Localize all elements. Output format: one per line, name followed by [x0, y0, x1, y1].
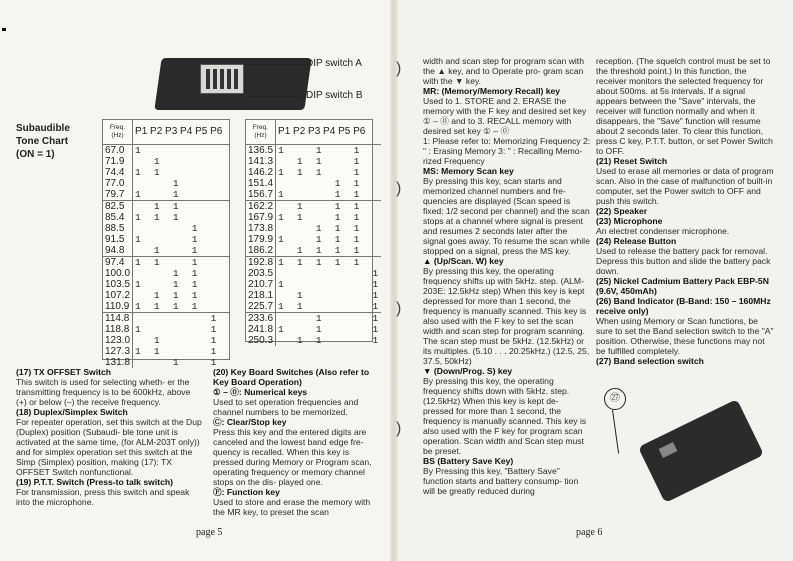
tone-frequency: 114.8	[103, 312, 133, 324]
tone-row	[246, 167, 381, 178]
tone-row	[103, 357, 229, 368]
tone-chart-title-line: (ON = 1)	[16, 149, 55, 160]
section-heading: (25) Nickel Cadmium Battery Pack EBP-5N (9.6V, 450mAh)	[596, 276, 769, 296]
tone-row	[103, 324, 229, 335]
tone-frequency: 167.9	[248, 211, 274, 223]
text-column-right-a	[423, 56, 591, 496]
tone-frequency: 67.0	[105, 144, 125, 156]
text-column-right-b	[596, 56, 776, 366]
tone-row	[103, 156, 229, 167]
tone-frequency: 173.8	[248, 222, 274, 234]
position-column-header: P1 P2 P3 P4 P5 P6	[276, 120, 381, 144]
tone-frequency: 156.7	[248, 188, 274, 200]
section-body: When using Memory or Scan functions, be sure to set the Band selection switch to the "A" position. Otherwise, these functions may not be fulfilled completely.	[596, 316, 774, 356]
dip-bit-pattern: 1 1 1	[276, 301, 381, 313]
dip-bit-pattern: 1 1 1 1	[276, 245, 381, 257]
tone-row	[103, 200, 229, 212]
tone-frequency: 250.3	[248, 334, 274, 346]
tone-frequency: 91.5	[105, 233, 125, 245]
tone-chart-title-line: Subaudible	[16, 123, 70, 134]
tone-row	[246, 268, 381, 279]
tone-row	[103, 301, 229, 313]
dip-bit-pattern: 1 1	[276, 279, 381, 290]
section-body: Press this key and the entered digits are canceled and the lowest band edge fre- quency is recalled. When this key is pressed during Memory or Program scan, operating frequency or memory channel stops on the dis- played one.	[213, 427, 372, 487]
dip-bit-pattern: 1 1 1	[133, 212, 229, 223]
section-body: 1: Please refer to: Memorizing Frequency 2: " : Erasing Memory 3: " : Recalling Memo- rized Frequency	[423, 136, 591, 166]
tone-frequency: 218.1	[248, 289, 274, 301]
position-column-header: P1 P2 P3 P4 P5 P6	[133, 120, 229, 144]
tone-row	[246, 189, 381, 201]
section-heading: Ⓕ: Function key	[213, 487, 280, 497]
tone-frequency: 79.7	[105, 188, 125, 200]
dip-b-leader	[244, 96, 302, 97]
dip-switch-b-label: DIP switch B	[306, 90, 363, 101]
tone-row	[246, 279, 381, 290]
dip-bit-pattern: 1 1 1 1	[276, 234, 381, 245]
tone-row	[246, 290, 381, 301]
tone-frequency: 203.5	[248, 267, 274, 279]
dip-bit-pattern: 1 1 1 1	[133, 301, 229, 313]
tone-row	[246, 312, 381, 324]
section-heading: (17) TX OFFSET Switch	[16, 367, 112, 377]
dip-bit-pattern: 1 1	[133, 167, 229, 178]
tone-frequency: 110.9	[105, 300, 130, 312]
freq-column-header: Freq. (Hz)	[246, 120, 276, 144]
section-body: An electret condenser microphone.	[596, 226, 730, 236]
binding-ring: )	[396, 300, 402, 317]
tone-chart-title-line: Tone Chart	[16, 136, 69, 147]
dip-bit-pattern: 1 1	[133, 245, 229, 257]
dip-bit-pattern: 1 1 1	[276, 156, 381, 167]
tone-chart-title	[16, 122, 96, 161]
dip-bit-pattern: 1 1	[133, 189, 229, 201]
tone-frequency: 233.6	[246, 312, 276, 324]
tone-row	[103, 346, 229, 357]
dip-bit-pattern: 1 1 1 1 1	[276, 256, 381, 268]
tone-table-right	[245, 119, 379, 346]
tone-row	[103, 290, 229, 301]
tone-row	[246, 335, 381, 346]
dip-bit-pattern: 1 1 1	[133, 346, 229, 357]
section-body: By pressing this key, the operating frequency shifts up with 5kHz. step. (ALM-203E: 12.5kHz step) When this key is kept depressed for more than 1 second, the frequency is manually scanned. This key is also used with the F key to set the scan width and scan step for program scanning. The scan step must be 5kHz. (12.5kHz) or its multiples. (5.10 . . . 20.25kHz.) (12.5, 25, 37.5, 50kHz)	[423, 266, 590, 366]
tone-frequency: 210.7	[248, 278, 274, 290]
tone-row	[246, 301, 381, 313]
section-body: By pressing this key, scan starts and memorized channel numbers and fre- quencies are displayed (Scan speed is fixed: 1/2 second per channel) and the scan stops at a channel where signal is present and resumes 2 seconds later after the signal goes away. To resume the scan while stopped on a signal, press the MS key.	[423, 176, 590, 256]
dip-bit-pattern: 1 1 1	[276, 223, 381, 234]
tone-row	[246, 234, 381, 245]
section-body: By pressing this key, the operating frequency shifts down with 5kHz. step. (12.5kHz) When this key is kept de- pressed for more than 1 second, the frequency is manually scanned. This key is also used with the F key for program scan operation. Scan width and Scan step must be preset.	[423, 376, 587, 456]
tone-row	[103, 279, 229, 290]
tone-frequency: 77.0	[105, 177, 125, 189]
dip-bit-pattern: 1 1	[276, 312, 381, 324]
text-column-left-a	[16, 367, 202, 507]
tone-row	[103, 234, 229, 245]
section-heading: MS: Memory Scan key	[423, 166, 514, 176]
section-heading: (27) Band selection switch	[596, 356, 704, 366]
page-number-right: page 6	[576, 527, 603, 538]
edge-mark	[2, 28, 6, 31]
dip-bit-pattern: 1 1 1	[276, 335, 381, 346]
tone-frequency: 186.2	[248, 244, 274, 256]
tone-row	[103, 189, 229, 201]
tone-frequency: 74.4	[105, 166, 125, 178]
tone-row	[246, 144, 381, 156]
section-heading: (26) Band Indicator (B-Band: 150 – 160MHz receive only)	[596, 296, 771, 316]
section-heading: (23) Microphone	[596, 216, 663, 226]
tone-row	[103, 144, 229, 156]
tone-row	[246, 212, 381, 223]
tone-frequency: 131.8	[105, 356, 131, 368]
dip-bit-pattern: 1 1 1	[276, 144, 381, 156]
tone-frequency: 162.2	[246, 200, 276, 212]
dip-bit-pattern: 1 1 1	[133, 256, 229, 268]
dip-bit-pattern: 1 1	[133, 268, 229, 279]
tone-frequency: 141.3	[248, 155, 274, 167]
dip-bit-pattern: 1 1 1	[276, 200, 381, 212]
binding-ring: )	[396, 60, 402, 77]
section-heading: ▲ (Up/Scan. W) key	[423, 256, 504, 266]
tone-frequency: 85.4	[105, 211, 125, 223]
page-number-left: page 5	[196, 527, 223, 538]
section-heading: (21) Reset Switch	[596, 156, 668, 166]
tone-row	[103, 268, 229, 279]
tone-row	[103, 312, 229, 324]
dip-bit-pattern: 1	[133, 312, 229, 324]
section-body: width and scan step for program scan with the ▲ key, and to Operate pro- gram scan with the ▼ key.	[423, 56, 584, 86]
section-heading: BS (Battery Save Key)	[423, 456, 514, 466]
tone-row	[103, 167, 229, 178]
section-heading: Ⓒ: Clear/Stop key	[213, 417, 287, 427]
tone-row	[246, 245, 381, 257]
section-body: For transmission, press this switch and speak into the microphone.	[16, 487, 190, 507]
dip-bit-pattern: 1	[276, 268, 381, 279]
section-body: Used to set operation frequencies and channel numbers to be memorized.	[213, 397, 359, 417]
section-heading: (19) P.T.T. Switch (Press-to talk switch)	[16, 477, 173, 487]
tone-row	[103, 245, 229, 257]
tone-frequency: 123.0	[105, 334, 131, 346]
tone-frequency: 107.2	[105, 289, 131, 301]
tone-frequency: 118.8	[105, 323, 130, 335]
tone-row	[103, 256, 229, 268]
tone-frequency: 82.5	[103, 200, 133, 212]
tone-row	[246, 200, 381, 212]
tone-row	[103, 212, 229, 223]
dip-bit-pattern: 1	[133, 144, 229, 156]
section-body: Used to 1. STORE and 2. ERASE the memory with the F key and desired set key ① – ⓪ and to 3. RECALL memory with desired set key ① – ⓪	[423, 96, 587, 136]
freq-column-header: Freq. (Hz)	[103, 120, 133, 144]
tone-frequency: 136.5	[248, 144, 274, 156]
tone-frequency: 151.4	[248, 177, 274, 189]
dip-bit-pattern: 1 1	[133, 335, 229, 346]
section-heading: (18) Duplex/Simplex Switch	[16, 407, 128, 417]
dip-bit-pattern: 1 1	[133, 357, 229, 368]
dip-bit-pattern: 1 1	[276, 178, 381, 189]
dip-a-leader	[244, 64, 306, 65]
dip-bit-pattern: 1 1	[133, 324, 229, 335]
dip-bit-pattern: 1 1	[133, 200, 229, 212]
tone-row	[246, 223, 381, 234]
dip-switch-a-label: DIP switch A	[306, 58, 362, 69]
tone-row	[103, 335, 229, 346]
section-body: Used to store and erase the memory with the MR key, to preset the scan	[213, 497, 371, 517]
tone-frequency: 179.9	[248, 233, 274, 245]
section-heading: (24) Release Button	[596, 236, 677, 246]
dip-bit-pattern: 1	[133, 223, 229, 234]
binding-ring: )	[396, 180, 402, 197]
dip-bit-pattern: 1 1 1	[133, 279, 229, 290]
tone-frequency: 225.7	[248, 300, 274, 312]
dip-switch-block	[200, 64, 244, 94]
dip-bit-pattern: 1	[133, 178, 229, 189]
tone-row	[246, 324, 381, 335]
section-body: reception. (The squelch control must be set to the threshold point.) In this function, the receiver monitors the selected frequency for about 500ms. at 5s intervals. If a signal appears between the "Save" intervals, the receiver will function normally and when it disappears, the "Save" function will resume about 2 seconds later. To clear this function, press C key, P.T.T. button, or set Power Switch to OFF.	[596, 56, 773, 156]
section-heading: (22) Speaker	[596, 206, 648, 216]
dip-bit-pattern: 1 1 1	[276, 189, 381, 201]
book-gutter	[390, 0, 398, 561]
dip-bit-pattern: 1	[133, 156, 229, 167]
tone-frequency: 241.8	[248, 323, 274, 335]
section-heading: ▼ (Down/Prog. S) key	[423, 366, 513, 376]
tone-row	[246, 156, 381, 167]
tone-frequency: 127.3	[105, 345, 131, 357]
section-body: Used to release the battery pack for removal. Depress this button and slide the battery pack down.	[596, 246, 771, 276]
tone-frequency: 192.8	[246, 256, 276, 268]
dip-bit-pattern: 1 1 1 1	[276, 167, 381, 178]
dip-bit-pattern: 1 1 1 1	[276, 212, 381, 223]
section-body: By Pressing this key, "Battery Save" function starts and battery consump- tion will be greatly reduced during	[423, 466, 579, 496]
dip-bit-pattern: 1 1 1	[133, 290, 229, 301]
binding-ring: )	[396, 420, 402, 437]
tone-frequency: 71.9	[105, 155, 125, 167]
section-body: Used to erase all memories or data of program scan. Also in the case of malfunction of built-in computer, set the Power switch to OFF and push this switch.	[596, 166, 774, 206]
dip-bit-pattern: 1 1	[133, 234, 229, 245]
section-heading: ① – ⓪: Numerical keys	[213, 387, 308, 397]
tone-frequency: 94.8	[105, 244, 125, 256]
dip-bit-pattern: 1 1 1	[276, 324, 381, 335]
section-heading: (20) Key Board Switches (Also refer to Key Board Operation)	[213, 367, 370, 387]
dip-bit-pattern: 1 1	[276, 290, 381, 301]
tone-row	[103, 223, 229, 234]
section-body: For repeater operation, set this switch at the Dup (Duplex) position (Subaudi- ble tone unit is activated at the same time, (for ALM-203T only)) and for simplex operation set this switch at the Simp (Simplex) position, making (17): TX OFFSET Switch nonfunctional.	[16, 417, 202, 477]
tone-frequency: 146.2	[248, 166, 274, 178]
tone-frequency: 97.4	[103, 256, 133, 268]
tone-frequency: 88.5	[105, 222, 125, 234]
tone-frequency: 100.0	[105, 267, 131, 279]
callout-27: ㉗	[604, 388, 626, 410]
tone-frequency: 103.5	[105, 278, 131, 290]
tone-row	[103, 178, 229, 189]
tone-row	[246, 256, 381, 268]
tone-table-left	[102, 119, 230, 368]
section-heading: MR: (Memory/Memory Recall) key	[423, 86, 561, 96]
text-column-left-b	[213, 367, 377, 517]
tone-row	[246, 178, 381, 189]
section-body: This switch is used for selecting wheth- er the transmitting frequency is to be 600kHz, above (+) or below (–) the receive frequency.	[16, 377, 191, 407]
